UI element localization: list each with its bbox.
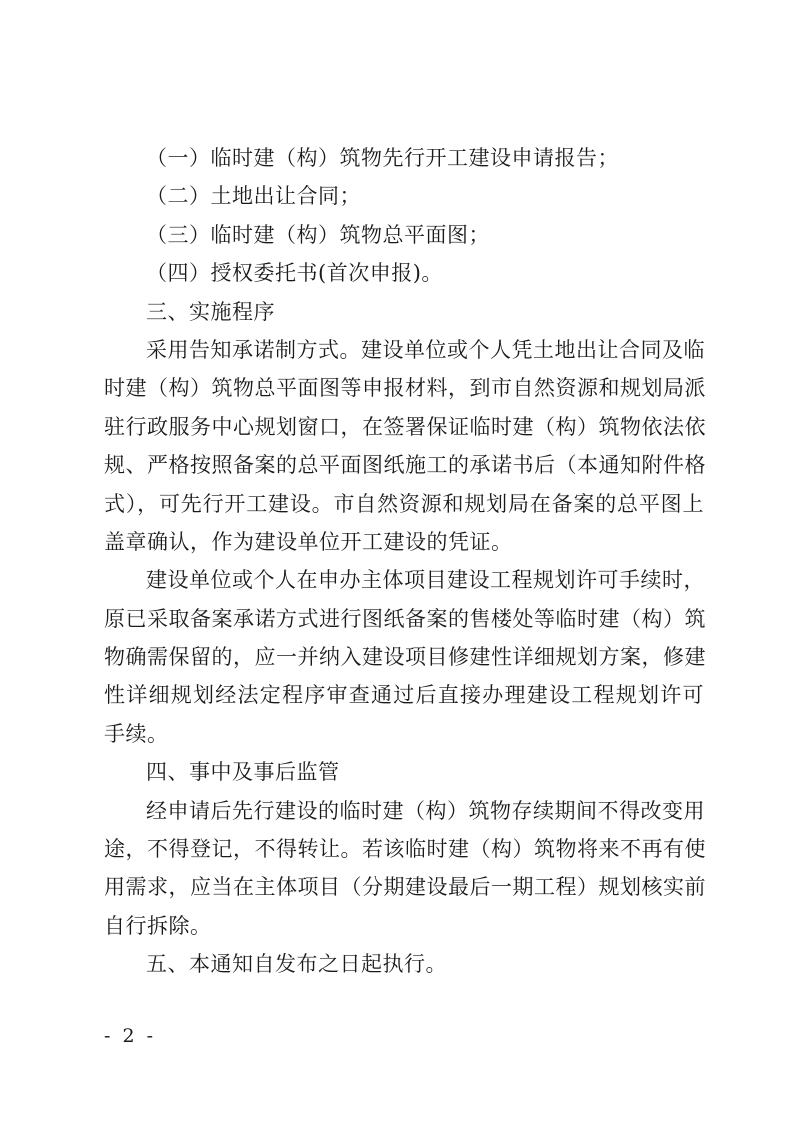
- paragraph-line: 用需求，应当在主体项目（分期建设最后一期工程）规划核实前: [104, 875, 706, 900]
- paragraph-line: 规、严格按照备案的总平面图纸施工的承诺书后（本通知附件格: [104, 453, 706, 478]
- list-item-1: （一）临时建（构）筑物先行开工建设申请报告；: [146, 146, 619, 170]
- document-body: [104, 139, 704, 984]
- paragraph-line: 途，不得登记，不得转让。若该临时建（构）筑物将来不再有使: [104, 837, 706, 862]
- paragraph-line: 自行拆除。: [104, 913, 212, 938]
- list-item-3: （三）临时建（构）筑物总平面图；: [146, 222, 490, 247]
- section-heading-3: 三、实施程序: [146, 299, 275, 324]
- list-item-4: （四）授权委托书(首次申报)。: [146, 261, 443, 286]
- paragraph-line: 原已采取备案承诺方式进行图纸备案的售楼处等临时建（构）筑: [104, 606, 706, 631]
- page-number: - 2 -: [104, 1025, 157, 1047]
- paragraph-line: 盖章确认，作为建设单位开工建设的凭证。: [104, 529, 513, 554]
- paragraph-line: 手续。: [104, 721, 169, 746]
- section-heading-5: 五、本通知自发布之日起执行。: [146, 952, 447, 977]
- paragraph-line: 时建（构）筑物总平面图等申报材料，到市自然资源和规划局派: [104, 376, 706, 401]
- paragraph-line: 物确需保留的，应一并纳入建设项目修建性详细规划方案，修建: [104, 645, 706, 670]
- paragraph-line: 驻行政服务中心规划窗口，在签署保证临时建（构）筑物依法依: [104, 414, 706, 439]
- paragraph-line: 性详细规划经法定程序审查通过后直接办理建设工程规划许可: [104, 683, 704, 708]
- paragraph-line: 采用告知承诺制方式。建设单位或个人凭土地出让合同及临: [146, 337, 705, 362]
- list-item-2: （二）土地出让合同；: [146, 184, 361, 209]
- paragraph-line: 建设单位或个人在申办主体项目建设工程规划许可手续时，: [146, 568, 705, 593]
- paragraph-line: 经申请后先行建设的临时建（构）筑物存续期间不得改变用: [146, 798, 705, 823]
- section-heading-4: 四、事中及事后监管: [146, 760, 340, 785]
- paragraph-line: 式），可先行开工建设。市自然资源和规划局在备案的总平图上: [104, 491, 704, 516]
